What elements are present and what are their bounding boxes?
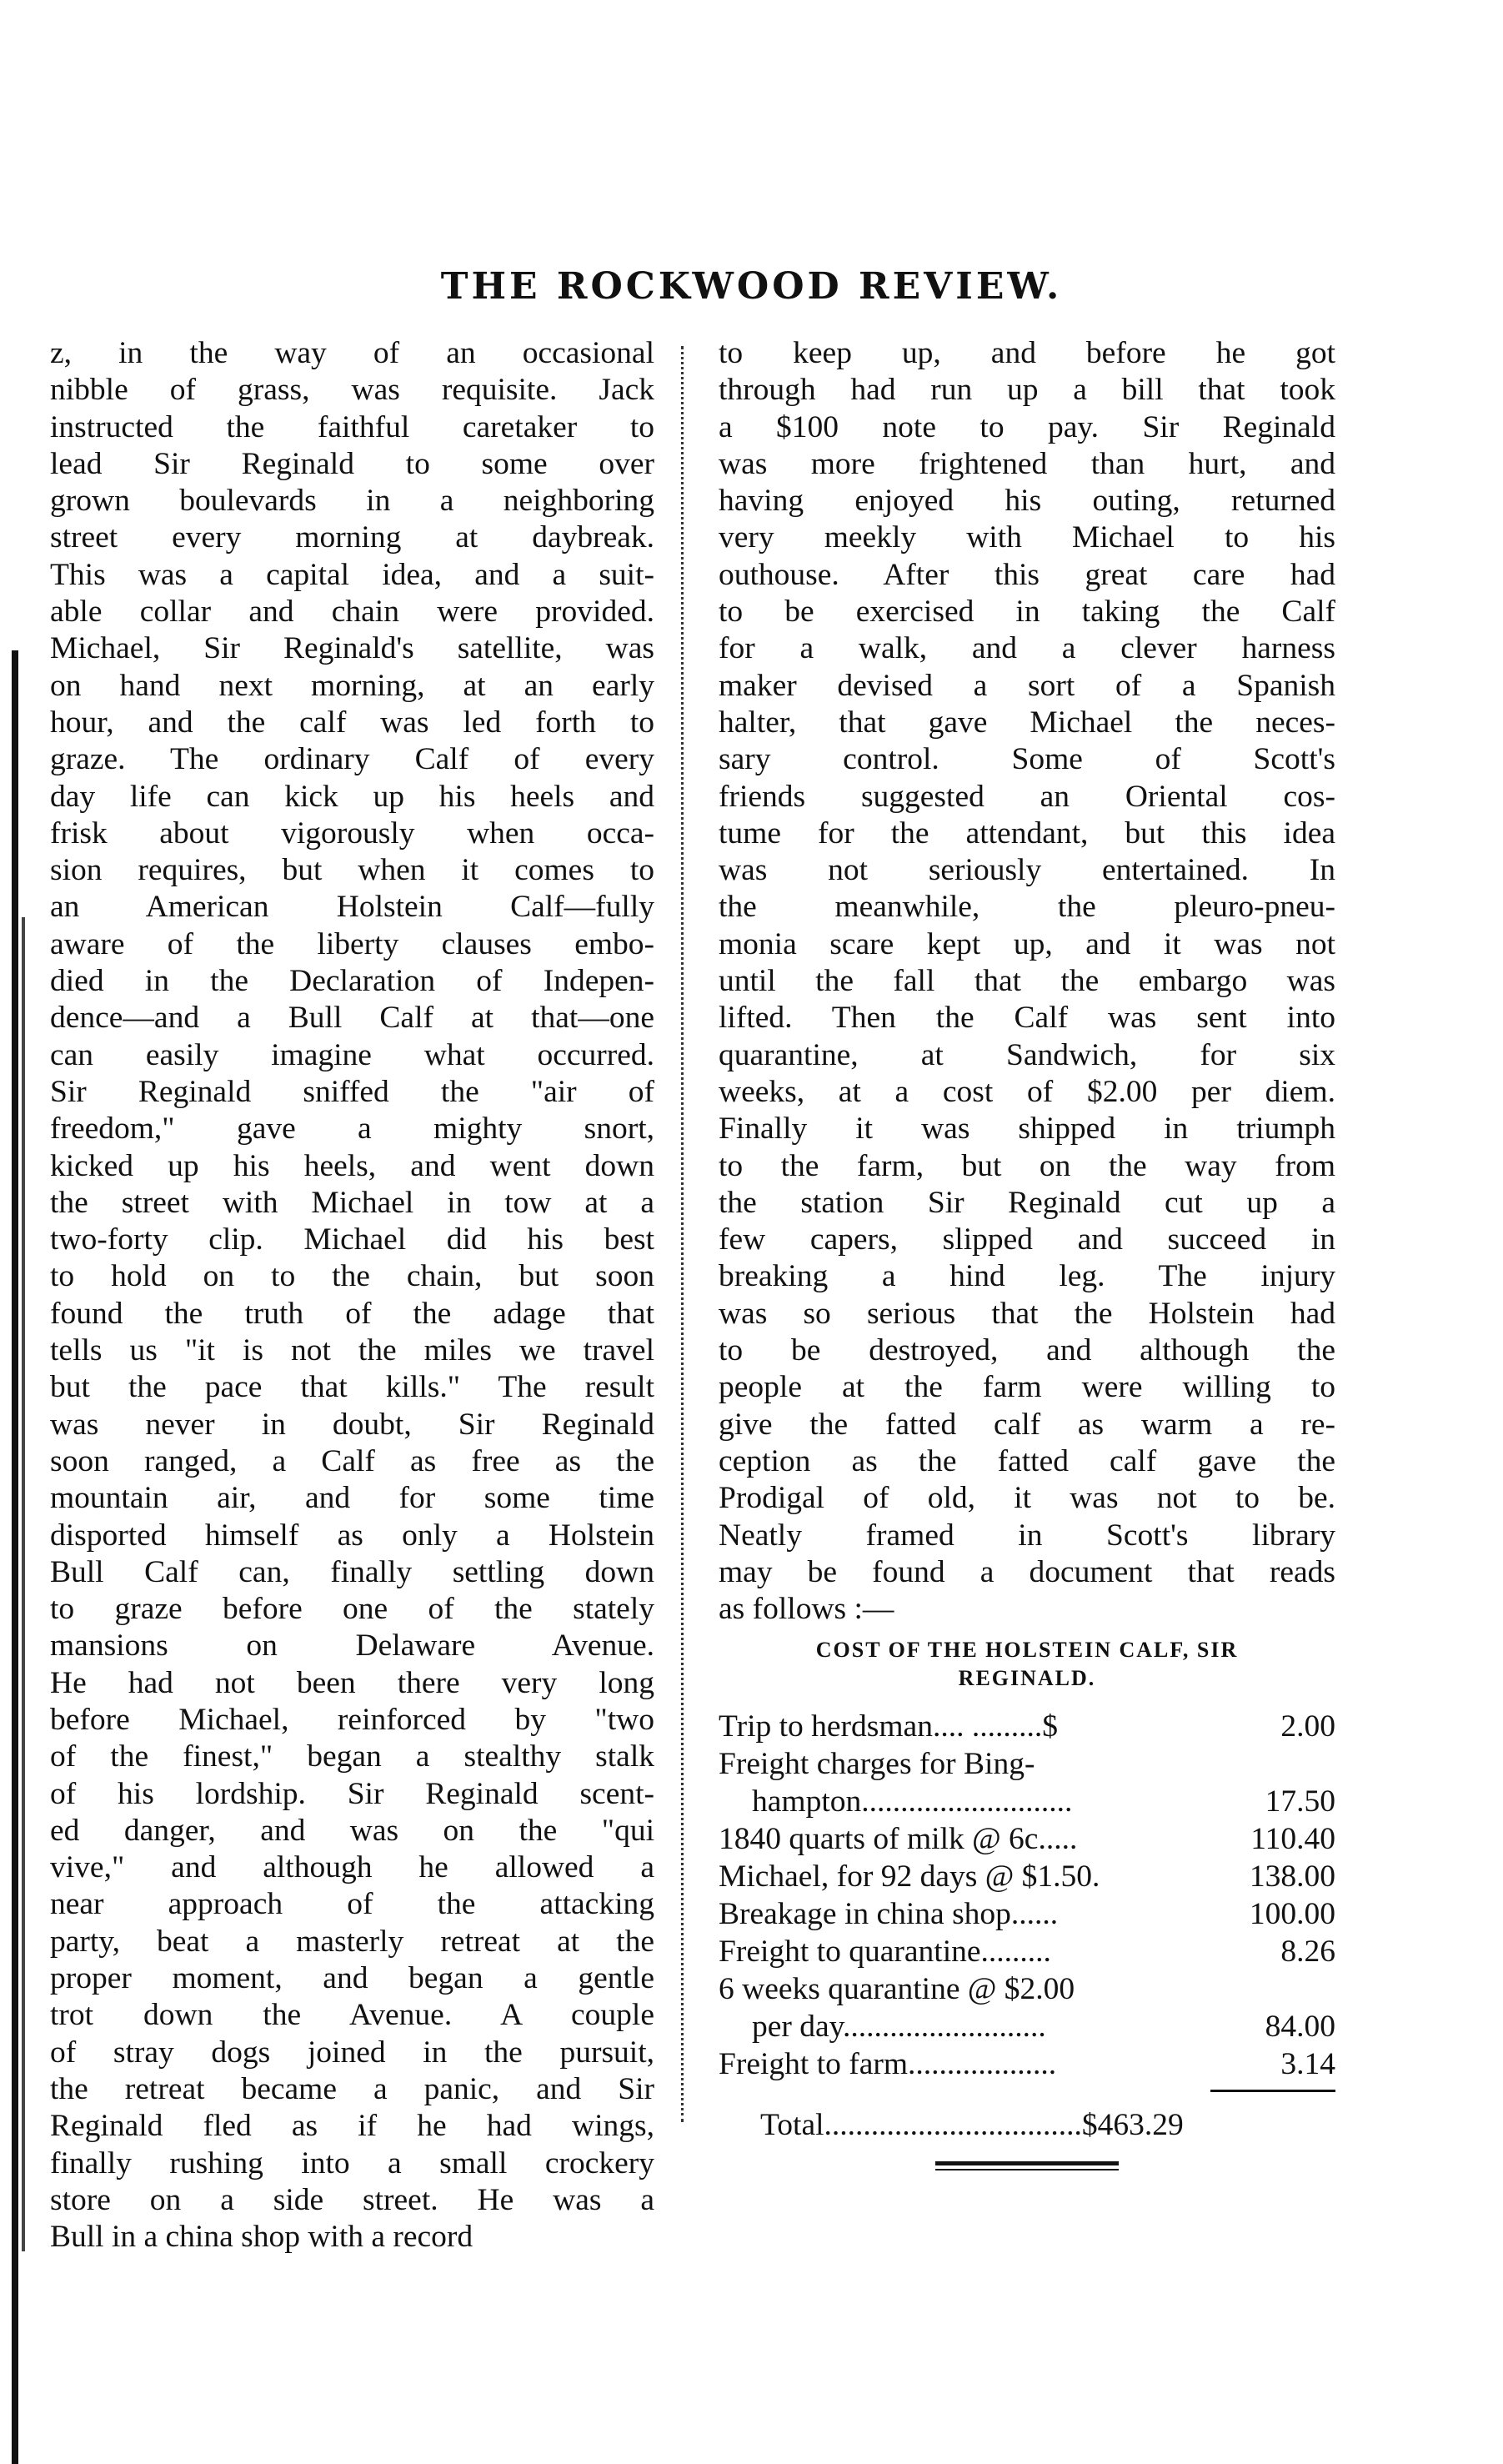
- cost-item: 6 weeks quarantine @ $2.00: [719, 1972, 1075, 2007]
- left_column-line: an American Holstein Calf—fully: [50, 890, 654, 925]
- left_column-line: z, in the way of an occasional: [50, 336, 654, 370]
- left_column-line: can easily imagine what occurred.: [50, 1037, 654, 1072]
- cost-heading-line-2: REGINALD.: [958, 1666, 1096, 1691]
- right_column-line: lifted. Then the Calf was sent into: [719, 1001, 1335, 1036]
- left_column-line: graze. The ordinary Calf of every: [50, 742, 654, 777]
- left_column-line: two-forty clip. Michael did his best: [50, 1222, 654, 1257]
- left_column-line: kicked up his heels, and went down: [50, 1148, 654, 1183]
- right_column-line: was more frightened than hurt, and: [719, 446, 1335, 481]
- left_column-line: able collar and chain were provided.: [50, 595, 654, 630]
- page-header: THE ROCKWOOD REVIEW.: [440, 265, 1063, 308]
- cost-amount: 100.00: [1249, 1897, 1335, 1932]
- left_column-line: before Michael, reinforced by "two: [50, 1702, 654, 1737]
- left_column-line: was never in doubt, Sir Reginald: [50, 1407, 654, 1442]
- left_column-line: mountain air, and for some time: [50, 1481, 654, 1516]
- cost-amount: 2.00: [1280, 1709, 1335, 1744]
- left_column-line: aware of the liberty clauses embo-: [50, 926, 654, 961]
- left_column-line: Reginald fled as if he had wings,: [50, 2109, 654, 2144]
- left_column-line: of his lordship. Sir Reginald scent-: [50, 1776, 654, 1811]
- left_column-line: near approach of the attacking: [50, 1887, 654, 1922]
- left_column-line: of stray dogs joined in the pursuit,: [50, 2035, 654, 2070]
- right_column-line: weeks, at a cost of $2.00 per diem.: [719, 1074, 1335, 1109]
- left_column-line: Bull in a china shop with a record: [50, 2220, 473, 2255]
- right_column-line: people at the farm were willing to: [719, 1370, 1335, 1405]
- left_column-line: disported himself as only a Holstein: [50, 1518, 654, 1553]
- left_column-line: instructed the faithful caretaker to: [50, 409, 654, 444]
- left_column-line: died in the Declaration of Indepen-: [50, 964, 654, 999]
- cost-table: [719, 1708, 1335, 2083]
- cost-row: [719, 1745, 1335, 1783]
- cost-item: per day..........................: [752, 2010, 1046, 2045]
- left_column-line: tells us "it is not the miles we travel: [50, 1333, 654, 1368]
- right_column-line: sary control. Some of Scott's: [719, 742, 1335, 777]
- cost-amount: 138.00: [1249, 1859, 1335, 1894]
- left_column-line: to hold on to the chain, but soon: [50, 1259, 654, 1294]
- left_column-line: freedom," gave a mighty snort,: [50, 1112, 654, 1147]
- left_column-line: proper moment, and began a gentle: [50, 1961, 654, 1996]
- cost-heading-line-1: COST OF THE HOLSTEIN CALF, SIR: [815, 1638, 1239, 1663]
- right_column-line: breaking a hind leg. The injury: [719, 1259, 1335, 1294]
- left_column-line: the retreat became a panic, and Sir: [50, 2071, 654, 2106]
- left_column-line: This was a capital idea, and a suit-: [50, 557, 654, 592]
- cost-row: [719, 1820, 1335, 1858]
- right_column-line: give the fatted calf as warm a re-: [719, 1407, 1335, 1442]
- left_column-line: to graze before one of the stately: [50, 1592, 654, 1627]
- left_column-line: ed danger, and was on the "qui: [50, 1813, 654, 1848]
- right_column-line: maker devised a sort of a Spanish: [719, 668, 1335, 703]
- cost-item: hampton...........................: [752, 1784, 1073, 1819]
- right_column-line: few capers, slipped and succeed in: [719, 1222, 1335, 1257]
- cost-row: [719, 1970, 1335, 2008]
- cost-amount: 17.50: [1265, 1784, 1335, 1819]
- left_column-line: party, beat a masterly retreat at the: [50, 1924, 654, 1959]
- right_column-line: tume for the attendant, but this idea: [719, 815, 1335, 851]
- right-column: [719, 335, 1335, 2170]
- right_column-line: to keep up, and before he got: [719, 336, 1335, 370]
- right_column-line: the station Sir Reginald cut up a: [719, 1185, 1335, 1220]
- left_column-line: dence—and a Bull Calf at that—one: [50, 1001, 654, 1036]
- cost-item: 1840 quarts of milk @ 6c.....: [719, 1822, 1078, 1857]
- right_column-line: Finally it was shipped in triumph: [719, 1112, 1335, 1147]
- cost-row: [719, 1895, 1335, 1933]
- right_column-line: for a walk, and a clever harness: [719, 631, 1335, 666]
- right_column-line: the meanwhile, the pleuro-pneu-: [719, 890, 1335, 925]
- cost-item: Trip to herdsman.... .........$: [719, 1709, 1058, 1744]
- cost-row: [719, 2008, 1335, 2045]
- right_column-line: monia scare kept up, and it was not: [719, 926, 1335, 961]
- right_column-line: halter, that gave Michael the neces-: [719, 705, 1335, 740]
- cost-amount: 3.14: [1280, 2047, 1335, 2082]
- right_column-line: until the fall that the embargo was: [719, 964, 1335, 999]
- cost-row: [719, 2045, 1335, 2083]
- left_column-line: day life can kick up his heels and: [50, 779, 654, 814]
- left_column-line: Michael, Sir Reginald's satellite, was: [50, 631, 654, 666]
- right_column-line: to the farm, but on the way from: [719, 1148, 1335, 1183]
- left_column-line: store on a side street. He was a: [50, 2182, 654, 2217]
- cost-item: Breakage in china shop......: [719, 1897, 1059, 1932]
- right_column-line: having enjoyed his outing, returned: [719, 484, 1335, 519]
- left_column-line: frisk about vigorously when occa-: [50, 815, 654, 851]
- cost-item: Freight charges for Bing-: [719, 1747, 1035, 1782]
- cost-item: Freight to farm...................: [719, 2047, 1057, 2082]
- left_column-line: soon ranged, a Calf as free as the: [50, 1443, 654, 1478]
- end-rule: [935, 2161, 1119, 2170]
- cost-row: [719, 1783, 1335, 1820]
- right_column-line: ception as the fatted calf gave the: [719, 1443, 1335, 1478]
- binding-edge: [12, 650, 18, 2464]
- right_column-line: was not seriously entertained. In: [719, 853, 1335, 888]
- left_column-line: nibble of grass, was requisite. Jack: [50, 373, 654, 408]
- left_column-line: found the truth of the adage that: [50, 1296, 654, 1331]
- left_column-line: grown boulevards in a neighboring: [50, 484, 654, 519]
- right_column-line: through had run up a bill that took: [719, 373, 1335, 408]
- cost-row: [719, 1858, 1335, 1895]
- cost-item: Freight to quarantine.........: [719, 1935, 1051, 1970]
- right_column-line: may be found a document that reads: [719, 1554, 1335, 1589]
- left-column: [50, 335, 654, 2256]
- left_column-line: He had not been there very long: [50, 1665, 654, 1700]
- cost-row: [719, 1708, 1335, 1745]
- right_column-line: quarantine, at Sandwich, for six: [719, 1037, 1335, 1072]
- right_column-line: friends suggested an Oriental cos-: [719, 779, 1335, 814]
- left_column-line: trot down the Avenue. A couple: [50, 1998, 654, 2033]
- column-divider: [681, 346, 684, 2122]
- cost-total: Total.................................$463.29: [760, 2108, 1184, 2143]
- cost-item: Michael, for 92 days @ $1.50.: [719, 1859, 1100, 1894]
- right_column-line: to be destroyed, and although the: [719, 1333, 1335, 1368]
- left_column-line: street every morning at daybreak.: [50, 520, 654, 555]
- left_column-line: hour, and the calf was led forth to: [50, 705, 654, 740]
- left_column-line: but the pace that kills." The result: [50, 1370, 654, 1405]
- left_column-line: vive," and although he allowed a: [50, 1850, 654, 1885]
- right_column-line: Neatly framed in Scott's library: [719, 1518, 1335, 1553]
- cost-amount: 110.40: [1250, 1822, 1335, 1857]
- right_column-line: to be exercised in taking the Calf: [719, 595, 1335, 630]
- right_column-line: was so serious that the Holstein had: [719, 1296, 1335, 1331]
- right_column-line: Prodigal of old, it was not to be.: [719, 1481, 1335, 1516]
- left_column-line: Sir Reginald sniffed the "air of: [50, 1074, 654, 1109]
- right-column-text: [719, 335, 1335, 1628]
- right_column-line: very meekly with Michael to his: [719, 520, 1335, 555]
- total-rule: [1210, 2090, 1335, 2092]
- cost-row: [719, 1933, 1335, 1970]
- left_column-line: the street with Michael in tow at a: [50, 1185, 654, 1220]
- binding-edge-inner: [22, 917, 25, 2251]
- left_column-line: mansions on Delaware Avenue.: [50, 1628, 654, 1664]
- left_column-line: of the finest," began a stealthy stalk: [50, 1739, 654, 1774]
- left_column-line: finally rushing into a small crockery: [50, 2145, 654, 2180]
- right_column-line: outhouse. After this great care had: [719, 557, 1335, 592]
- left_column-line: Bull Calf can, finally settling down: [50, 1554, 654, 1589]
- cost-amount: 84.00: [1265, 2010, 1335, 2045]
- left_column-line: lead Sir Reginald to some over: [50, 446, 654, 481]
- cost-table-heading: [719, 1636, 1335, 1693]
- right_column-line: a $100 note to pay. Sir Reginald: [719, 409, 1335, 444]
- right_column-line: as follows :—: [719, 1592, 894, 1627]
- left_column-line: sion requires, but when it comes to: [50, 853, 654, 888]
- cost-amount: 8.26: [1280, 1935, 1335, 1970]
- left_column-line: on hand next morning, at an early: [50, 668, 654, 703]
